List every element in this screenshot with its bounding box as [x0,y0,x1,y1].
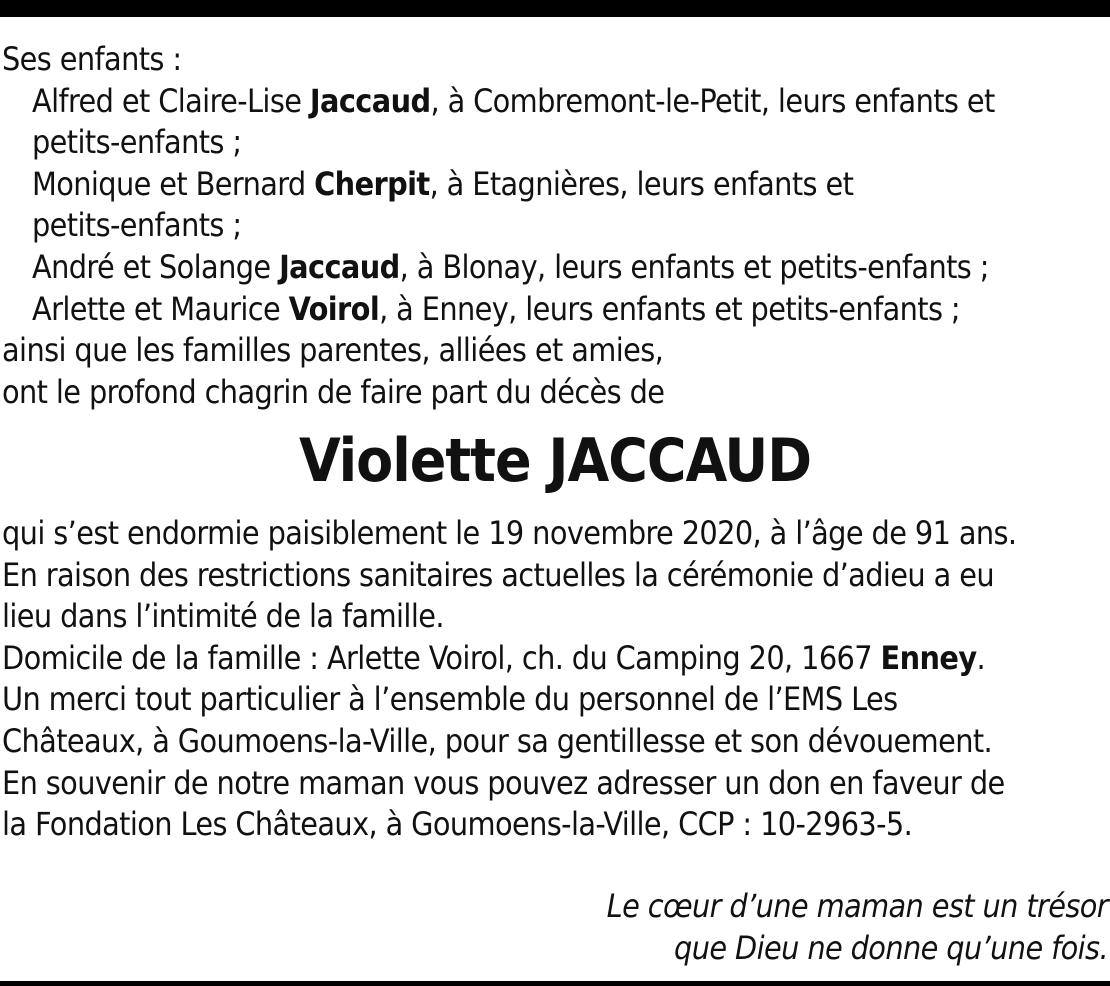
address-line: Domicile de la famille : Arlette Voirol, ch. du Camping 20, 1667 Enney. [2,638,986,677]
intro-heading: Ses enfants : [2,40,182,78]
address-town: Enney [880,638,977,677]
body-line: la Fondation Les Châteaux, à Goumoens-la-Ville, CCP : 10-2963-5. [2,805,913,844]
deceased-name: Violette JACCAUD [298,426,812,496]
relatives-line: ainsi que les familles parentes, alliées et amies, [2,331,664,370]
body-line: qui s’est endormie paisiblement le 19 novembre 2020, à l’âge de 91 ans. [2,514,1017,552]
body-line: En souvenir de notre maman vous pouvez adresser un don en faveur de [2,763,1005,802]
family-line: André et Solange Jaccaud, à Blonay, leurs enfants et petits-enfants ; [32,247,989,286]
closing-quote [607,886,1108,969]
family-line: Monique et Bernard Cherpit, à Etagnières, leurs enfants et [32,164,854,203]
quote-line: Le cœur d’une maman est un trésor [606,887,1108,925]
quote-line: que Dieu ne donne qu’une fois. [674,928,1108,967]
family-line-cont: petits-enfants ; [32,206,242,245]
family-surname: Cherpit [314,164,430,203]
intro-section [2,39,1108,413]
family-line-cont: petits-enfants ; [32,123,242,162]
body-line: lieu dans l’intimité de la famille. [2,597,444,636]
body-line: Châteaux, à Goumoens-la-Ville, pour sa gentillesse et son dévouement. [2,721,993,760]
family-surname: Jaccaud [279,247,400,286]
body-line: Un merci tout particulier à l’ensemble du personnel de l’EMS Les [2,680,898,719]
family-surname: Jaccaud [309,81,431,120]
body-line: En raison des restrictions sanitaires actuelles la cérémonie d’adieu a eu [2,555,994,594]
top-rule [0,0,1110,17]
family-line: Alfred et Claire-Lise Jaccaud, à Combremont-le-Petit, leurs enfants et [32,81,995,120]
body-section [2,513,1108,846]
announcement-line: ont le profond chagrin de faire part du décès de [2,372,665,411]
family-line: Arlette et Maurice Voirol, à Enney, leurs enfants et petits-enfants ; [32,289,961,328]
bottom-rule [0,981,1110,986]
family-surname: Voirol [288,289,380,328]
